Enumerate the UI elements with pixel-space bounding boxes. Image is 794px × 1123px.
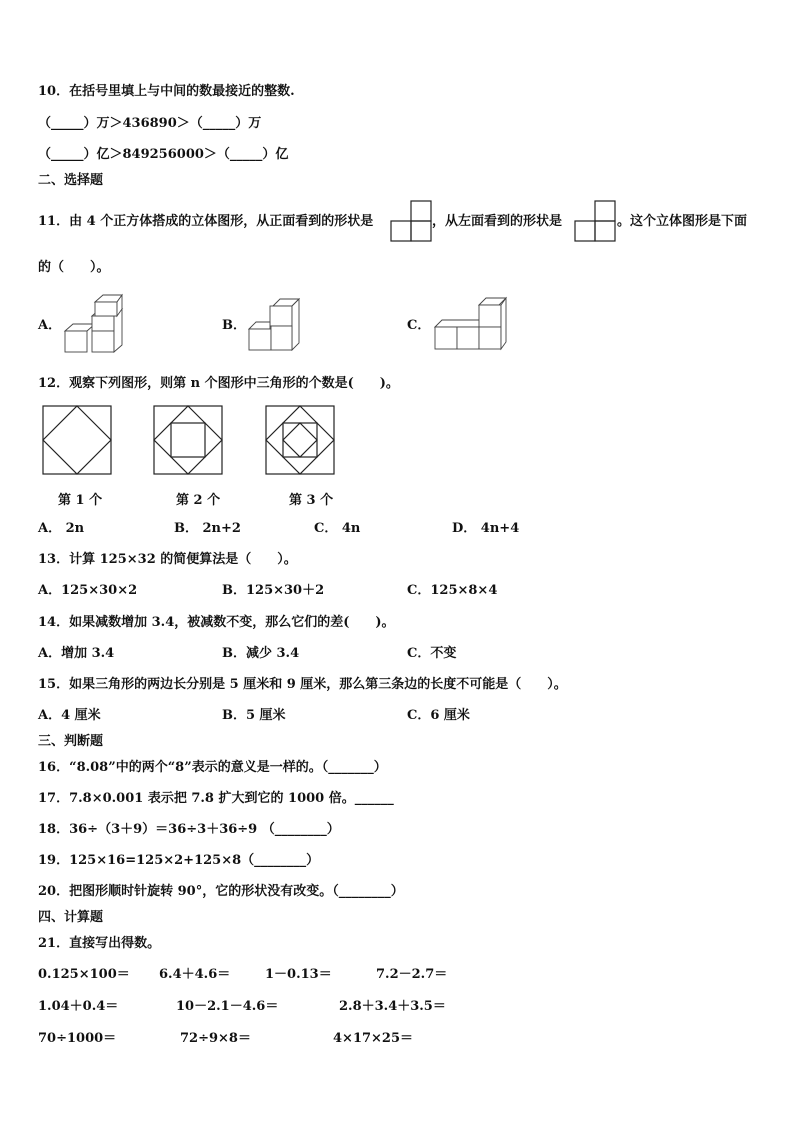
- calc-item: 10－2.1－4.6＝: [176, 999, 279, 1014]
- section-2-heading: 二、选择题: [38, 173, 104, 188]
- q15-text: 15．如果三角形的两边长分别是 5 厘米和 9 厘米，那么第三条边的长度不可能是（ ）。: [38, 677, 567, 692]
- section-4-heading: 四、计算题: [38, 910, 104, 925]
- pattern-figure-3: [265, 405, 335, 475]
- q12-option-d: D． 4n+4: [452, 521, 520, 536]
- calc-item: 1－0.13＝: [265, 967, 332, 982]
- calc-item: 7.2－2.7＝: [376, 967, 448, 982]
- q14-option-b: B．减少 3.4: [222, 646, 300, 661]
- option-a-cube-figure: [62, 294, 128, 354]
- q11-text-part3: 。这个立体图形是下面: [617, 214, 748, 229]
- q13-option-a: A．125×30×2: [38, 583, 138, 598]
- option-c-cube-figure: [433, 296, 509, 352]
- q12-option-a: A． 2n: [38, 521, 85, 536]
- q15-option-c: C．6 厘米: [407, 708, 470, 723]
- q19-text: 19．125×16=125×2+125×8（________）: [38, 853, 320, 868]
- q15-option-a: A．4 厘米: [38, 708, 101, 723]
- q13-option-c: C．125×8×4: [407, 583, 498, 598]
- q14-option-c: C．不变: [407, 646, 457, 661]
- q18-text: 18．36÷（3＋9）＝36÷3＋36÷9 （________）: [38, 822, 340, 837]
- calc-item: 72÷9×8＝: [180, 1031, 251, 1046]
- q13-text: 13．计算 125×32 的简便算法是（ ）。: [38, 552, 297, 567]
- q16-text: 16．“8.08”中的两个“8”表示的意义是一样的。（_______）: [38, 760, 387, 775]
- left-view-shape-icon: [573, 200, 617, 242]
- q17-text: 17．7.8×0.001 表示把 7.8 扩大到它的 1000 倍。______: [38, 791, 394, 806]
- caption-figure-3: 第 3 个: [289, 493, 334, 508]
- calc-item: 2.8＋3.4＋3.5＝: [339, 999, 446, 1014]
- caption-figure-2: 第 2 个: [176, 493, 221, 508]
- q12-option-b: B． 2n+2: [174, 521, 241, 536]
- q11-text-part2: ，从左面看到的形状是: [432, 214, 563, 229]
- q21-text: 21．直接写出得数。: [38, 936, 161, 951]
- q13-option-b: B．125×30＋2: [222, 583, 325, 598]
- q12-text: 12．观察下列图形，则第 n 个图形中三角形的个数是( )。: [38, 376, 399, 391]
- q20-text: 20．把图形顺时针旋转 90°，它的形状没有改变。（________）: [38, 884, 404, 899]
- q14-option-a: A．增加 3.4: [38, 646, 115, 661]
- q11-text-part1: 11．由 4 个正方体搭成的立体图形，从正面看到的形状是: [38, 214, 374, 229]
- q11-text-part4: 的（ ）。: [38, 260, 110, 275]
- q15-option-b: B．5 厘米: [222, 708, 286, 723]
- pattern-figure-2: [153, 405, 223, 475]
- caption-figure-1: 第 1 个: [58, 493, 103, 508]
- q12-option-c: C． 4n: [314, 521, 361, 536]
- calc-item: 6.4＋4.6＝: [159, 967, 231, 982]
- q10-line2: （_____）亿＞849256000＞（_____）亿: [38, 147, 289, 162]
- front-view-shape-icon: [389, 200, 433, 242]
- section-3-heading: 三、判断题: [38, 734, 104, 749]
- q11-option-a-label: A．: [38, 318, 62, 333]
- q11-option-b-label: B．: [222, 318, 246, 333]
- calc-item: 1.04＋0.4＝: [38, 999, 119, 1014]
- pattern-figure-1: [42, 405, 112, 475]
- calc-item: 4×17×25＝: [333, 1031, 414, 1046]
- calc-item: 70÷1000＝: [38, 1031, 117, 1046]
- q14-text: 14．如果减数增加 3.4，被减数不变，那么它们的差( )。: [38, 615, 395, 630]
- q10-text: 10．在括号里填上与中间的数最接近的整数.: [38, 84, 295, 99]
- q11-option-c-label: C．: [407, 318, 431, 333]
- option-b-cube-figure: [246, 298, 302, 352]
- calc-item: 0.125×100＝: [38, 967, 130, 982]
- q10-line1: （_____）万＞436890＞（_____）万: [38, 116, 262, 131]
